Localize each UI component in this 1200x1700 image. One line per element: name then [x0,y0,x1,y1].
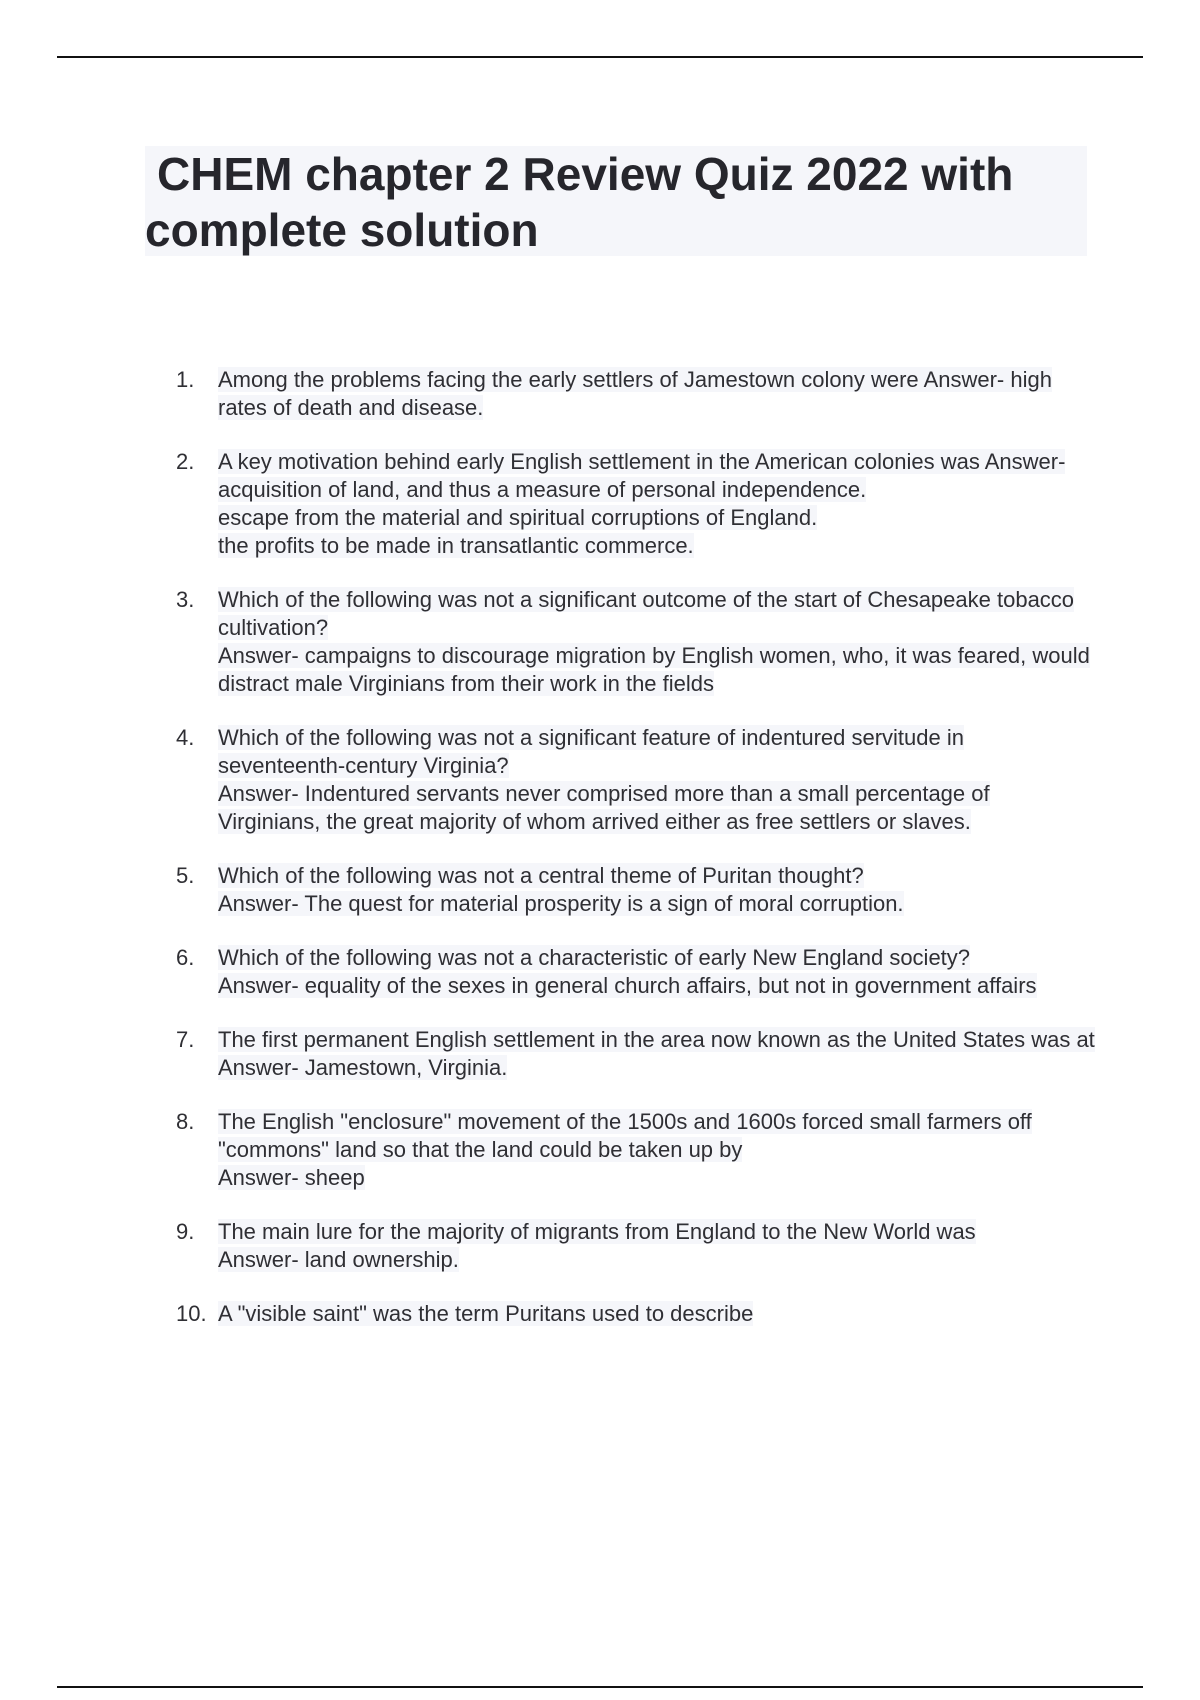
question-list [176,366,1096,1354]
answer-text: Answer- land ownership. [218,1247,459,1272]
question-number: 3. [176,587,195,612]
question-item-1 [176,366,1096,422]
question-number: 7. [176,1027,195,1052]
question-text: Which of the following was not a central theme of Puritan thought? [218,863,864,888]
question-text: Which of the following was not a significant feature of indentured servitude in seventeenth-century Virginia? [218,725,964,778]
answer-option: the profits to be made in transatlantic commerce. [218,533,694,558]
answer-text: Answer- Jamestown, Virginia. [218,1055,508,1080]
bottom-divider [57,1686,1143,1688]
answer-text: Answer- Indentured servants never comprised more than a small percentage of Virginians, the great majority of whom arrived either as free settlers or slaves. [218,781,990,834]
question-text: A key motivation behind early English settlement in the American colonies was Answer- acquisition of land, and thus a measure of personal independence. [218,449,1066,502]
question-item-8 [176,1108,1096,1192]
question-number: 10. [176,1301,207,1326]
question-number: 9. [176,1219,195,1244]
question-text: A "visible saint" was the term Puritans used to describe [218,1301,754,1326]
answer-text: Answer- campaigns to discourage migration by English women, who, it was feared, would distract male Virginians from their work in the fields [218,643,1090,696]
question-number: 5. [176,863,195,888]
question-text: The English "enclosure" movement of the 1500s and 1600s forced small farmers off "commons" land so that the land could be taken up by [218,1109,1032,1162]
question-item-6 [176,944,1096,1000]
answer-text: Answer- equality of the sexes in general church affairs, but not in government affairs [218,973,1037,998]
question-item-5 [176,862,1096,918]
question-text: Which of the following was not a characteristic of early New England society? [218,945,971,970]
answer-option: escape from the material and spiritual corruptions of England. [218,505,818,530]
question-text: The first permanent English settlement in the area now known as the United States was at [218,1027,1095,1052]
question-text: Which of the following was not a significant outcome of the start of Chesapeake tobacco cultivation? [218,587,1075,640]
answer-text: Answer- sheep [218,1165,365,1190]
question-number: 2. [176,449,195,474]
question-number: 4. [176,725,195,750]
question-number: 1. [176,367,195,392]
title-block [145,146,1087,256]
question-item-4 [176,724,1096,836]
question-text: The main lure for the majority of migrants from England to the New World was [218,1219,976,1244]
question-item-10 [176,1300,1096,1328]
top-divider [57,56,1143,58]
question-item-3 [176,586,1096,698]
document-title: CHEM chapter 2 Review Quiz 2022 with complete solution [145,148,1014,256]
question-number: 8. [176,1109,195,1134]
question-number: 6. [176,945,195,970]
question-text: Among the problems facing the early settlers of Jamestown colony were Answer- high rates of death and disease. [218,367,1052,420]
question-item-7 [176,1026,1096,1082]
answer-text: Answer- The quest for material prosperity is a sign of moral corruption. [218,891,904,916]
question-item-2 [176,448,1096,560]
question-item-9 [176,1218,1096,1274]
